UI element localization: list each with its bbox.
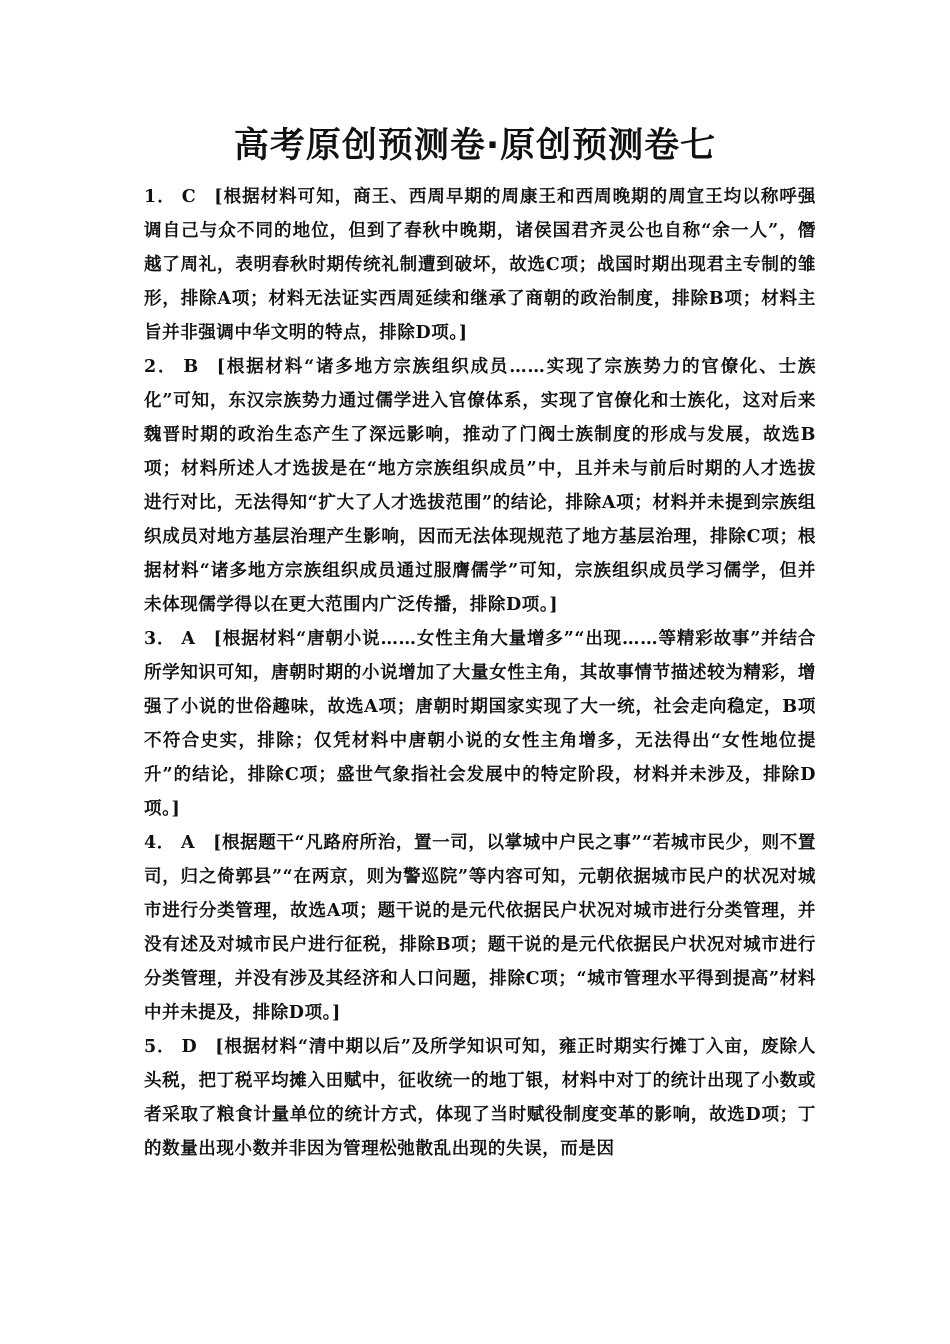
- answer-explanation: [根据材料“清中期以后”及所学知识可知，雍正时期实行摊丁入亩，废除人头税，把丁税平均摊入田赋中，征收统一的地丁银，材料中对丁的统计出现了小数或者采取了粮食计量单位的统计方式，体现了当时赋役制度变革的影响，故选D项；丁的数量出现小数并非因为管理松弛散乱出现的失误，而是因: [144, 1037, 816, 1159]
- page-title: 高考原创预测卷·原创预测卷七: [233, 126, 717, 166]
- answer-number: 5．: [144, 1037, 176, 1057]
- answer-option: D: [181, 1037, 198, 1057]
- answer-item: [144, 180, 816, 350]
- answer-item: [144, 1030, 816, 1166]
- answer-explanation: [根据题干“凡路府所治，置一司，以掌城中户民之事”“若城市民少，则不置司，归之倚郭县”“在两京，则为警巡院”等内容可知，元朝依据城市民户的状况对城市进行分类管理，故选A项；题干说的是元代依据民户状况对城市进行分类管理，并没有述及对城市民户进行征税，排除B项；题干说的是元代依据民户状况对城市进行分类管理，并没有涉及其经济和人口问题，排除C项；“城市管理水平得到提高”材料中并未提及，排除D项。]: [144, 833, 816, 1023]
- answer-item: [144, 350, 816, 622]
- answer-option: C: [181, 187, 197, 207]
- answer-list: [144, 180, 816, 1166]
- answer-explanation: [根据材料可知，商王、西周早期的周康王和西周晚期的周宣王均以称呼强调自己与众不同的地位，但到了春秋中晚期，诸侯国君齐灵公也自称“余一人”，僭越了周礼，表明春秋时期传统礼制遭到破坏，故选C项；战国时期出现君主专制的雏形，排除A项；材料无法证实西周延续和继承了商朝的政治制度，排除B项；材料主旨并非强调中华文明的特点，排除D项。]: [144, 187, 816, 343]
- answer-item: [144, 826, 816, 1030]
- answer-option: B: [183, 357, 199, 377]
- answer-number: 1．: [144, 187, 176, 207]
- answer-explanation: [根据材料“唐朝小说……女性主角大量增多”“出现……等精彩故事”并结合所学知识可知，唐朝时期的小说增加了大量女性主角，其故事情节描述较为精彩，增强了小说的世俗趣味，故选A项；唐朝时期国家实现了大一统，社会走向稳定，B项不符合史实，排除；仅凭材料中唐朝小说的女性主角增多，无法得出“女性地位提升”的结论，排除C项；盛世气象指社会发展中的特定阶段，材料并未涉及，排除D项。]: [144, 629, 816, 819]
- answer-number: 3．: [144, 629, 176, 649]
- answer-item: [144, 622, 816, 826]
- answer-option: A: [181, 629, 196, 649]
- answer-option: A: [180, 833, 196, 853]
- answer-number: 2．: [144, 357, 178, 377]
- answer-number: 4．: [144, 833, 175, 853]
- answer-explanation: [根据材料“诸多地方宗族组织成员……实现了宗族势力的官僚化、士族化”可知，东汉宗族势力通过儒学进入官僚体系，实现了官僚化和士族化，这对后来魏晋时期的政治生态产生了深远影响，推动了门阀士族制度的形成与发展，故选B项；材料所述人才选拔是在“地方宗族组织成员”中，且并未与前后时期的人才选拔进行对比，无法得知“扩大了人才选拔范围”的结论，排除A项；材料并未提到宗族组织成员对地方基层治理产生影响，因而无法体现规范了地方基层治理，排除C项；根据材料“诸多地方宗族组织成员通过服膺儒学”可知，宗族组织成员学习儒学，但并未体现儒学得以在更大范围内广泛传播，排除D项。]: [144, 357, 816, 615]
